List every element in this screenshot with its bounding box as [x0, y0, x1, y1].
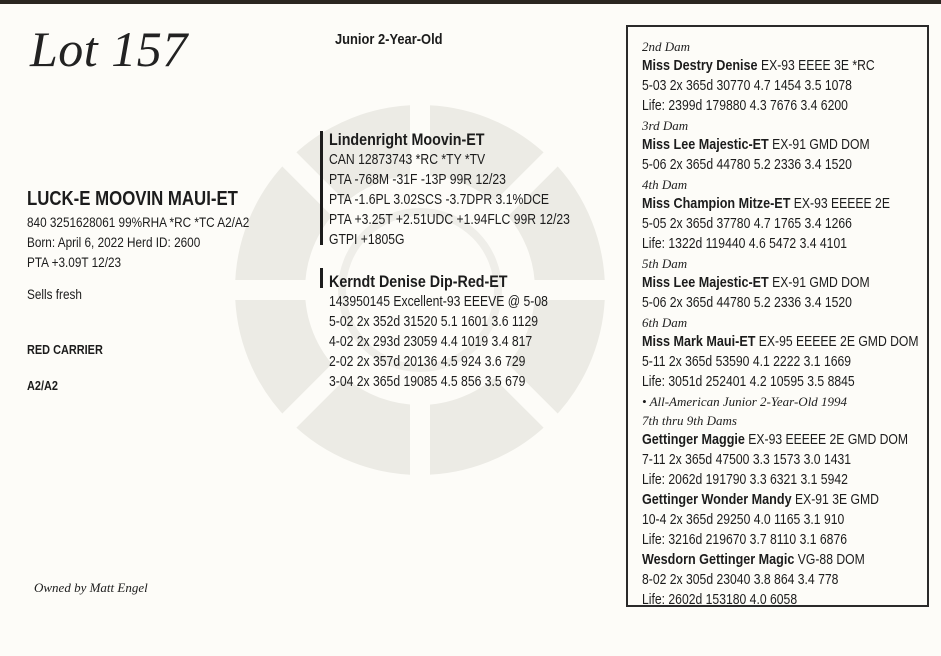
ancestor-classification: EX-91 GMD DOM [768, 137, 870, 153]
record-line: 5-03 2x 365d 30770 4.7 1454 3.5 1078 [642, 78, 852, 94]
dam-name: Kerndt Denise Dip-Red-ET [329, 272, 508, 291]
ancestor-name: Miss Mark Maui-ET [642, 333, 756, 350]
ancestor-classification: EX-93 EEEEE 2E GMD DOM [744, 432, 909, 448]
record-line: Life: 2399d 179880 4.3 7676 3.4 6200 [642, 98, 848, 114]
sire-line: PTA -768M -31F -13P 99R 12/23 [329, 172, 506, 188]
generation-heading: 2nd Dam [642, 39, 691, 54]
record-line: 5-11 2x 365d 53590 4.1 2222 3.1 1669 [642, 354, 852, 370]
record-line: 10-4 2x 365d 29250 4.0 1165 3.1 910 [642, 512, 845, 528]
dam-line: 5-02 2x 352d 31520 5.1 1601 3.6 1129 [329, 314, 539, 330]
dam-line: 4-02 2x 293d 23059 4.4 1019 3.4 817 [329, 334, 533, 350]
top-border [0, 0, 941, 4]
sire-line: PTA +3.25T +2.51UDC +1.94FLC 99R 12/23 [329, 212, 570, 228]
sire-name: Lindenright Moovin-ET [329, 130, 485, 149]
generation-heading: 4th Dam [642, 177, 688, 192]
dam-line: 2-02 2x 357d 20136 4.5 924 3.6 729 [329, 354, 526, 370]
owner-line: Owned by Matt Engel [34, 580, 148, 595]
dam-block [329, 271, 590, 392]
dam-line: 143950145 Excellent-93 EEEVE @ 5-08 [329, 294, 548, 310]
ancestor-name-line [642, 273, 919, 293]
generation-heading: 7th thru 9th Dams [642, 413, 737, 428]
pedigree-box [626, 25, 929, 607]
ancestor-name: Gettinger Wonder Mandy [642, 491, 792, 508]
record-line: Life: 2602d 153180 4.0 6058 [642, 592, 798, 608]
ancestor-classification: EX-93 EEEEE 2E [790, 196, 890, 212]
record-line: 7-11 2x 365d 47500 3.3 1573 3.0 1431 [642, 452, 852, 468]
sire-line: CAN 12873743 *RC *TY *TV [329, 152, 486, 168]
birth-line: Born: April 6, 2022 Herd ID: 2600 [27, 234, 201, 250]
generation-heading: 3rd Dam [642, 118, 689, 133]
ancestor-name: Miss Champion Mitze-ET [642, 195, 791, 212]
sells-status: Sells fresh [27, 286, 82, 302]
record-line: Life: 3216d 219670 3.7 8110 3.1 6876 [642, 532, 847, 548]
ancestor-classification: VG-88 DOM [794, 552, 865, 568]
record-line: Life: 1322d 119440 4.6 5472 3.4 4101 [642, 236, 847, 252]
record-line: 5-05 2x 365d 37780 4.7 1765 3.4 1266 [642, 216, 852, 232]
registration-line: 840 3251628061 99%RHA *RC *TC A2/A2 [27, 214, 250, 230]
ancestor-name-line [642, 550, 919, 570]
ancestor-name-line [642, 135, 919, 155]
sire-line: GTPI +1805G [329, 232, 405, 248]
ancestor-name-line [642, 430, 919, 450]
ancestor-classification: EX-95 EEEEE 2E GMD DOM [755, 334, 919, 350]
record-line: 8-02 2x 305d 23040 3.8 864 3.4 778 [642, 572, 839, 588]
ancestor-name: Miss Destry Denise [642, 57, 758, 74]
ancestor-name: Gettinger Maggie [642, 431, 745, 448]
record-line: Life: 2062d 191790 3.3 6321 3.1 5942 [642, 472, 848, 488]
dam-divider [320, 268, 323, 288]
ancestor-name: Miss Lee Majestic-ET [642, 136, 769, 153]
pedigree-box-content [642, 37, 941, 610]
sire-divider [320, 131, 323, 245]
sire-line: PTA -1.6PL 3.02SCS -3.7DPR 3.1%DCE [329, 192, 550, 208]
ancestor-name-line [642, 194, 919, 214]
ancestor-name: Miss Lee Majestic-ET [642, 274, 769, 291]
red-carrier-label: RED CARRIER [27, 342, 103, 357]
pta-line: PTA +3.09T 12/23 [27, 254, 122, 270]
ancestor-classification: EX-91 GMD DOM [768, 275, 870, 291]
a2-label: A2/A2 [27, 378, 58, 393]
honor-note: • All-American Junior 2-Year-Old 1994 [642, 394, 848, 409]
ancestor-classification: EX-93 EEEE 3E *RC [757, 58, 875, 74]
record-line: 5-06 2x 365d 44780 5.2 2336 3.4 1520 [642, 295, 852, 311]
generation-heading: 5th Dam [642, 256, 688, 271]
animal-info [27, 212, 292, 272]
sire-block [329, 129, 616, 250]
animal-name: LUCK-E MOOVIN MAUI-ET [27, 188, 238, 210]
ancestor-name-line [642, 490, 919, 510]
class-label: Junior 2-Year-Old [335, 31, 443, 48]
record-line: 5-06 2x 365d 44780 5.2 2336 3.4 1520 [642, 157, 852, 173]
record-line: Life: 3051d 252401 4.2 10595 3.5 8845 [642, 374, 855, 390]
ancestor-name-line [642, 56, 919, 76]
dam-line: 3-04 2x 365d 19085 4.5 856 3.5 679 [329, 374, 526, 390]
ancestor-classification: EX-91 3E GMD [791, 492, 879, 508]
lot-title: Lot 157 [30, 21, 188, 77]
ancestor-name-line [642, 332, 919, 352]
ancestor-name: Wesdorn Gettinger Magic [642, 551, 795, 568]
generation-heading: 6th Dam [642, 315, 688, 330]
